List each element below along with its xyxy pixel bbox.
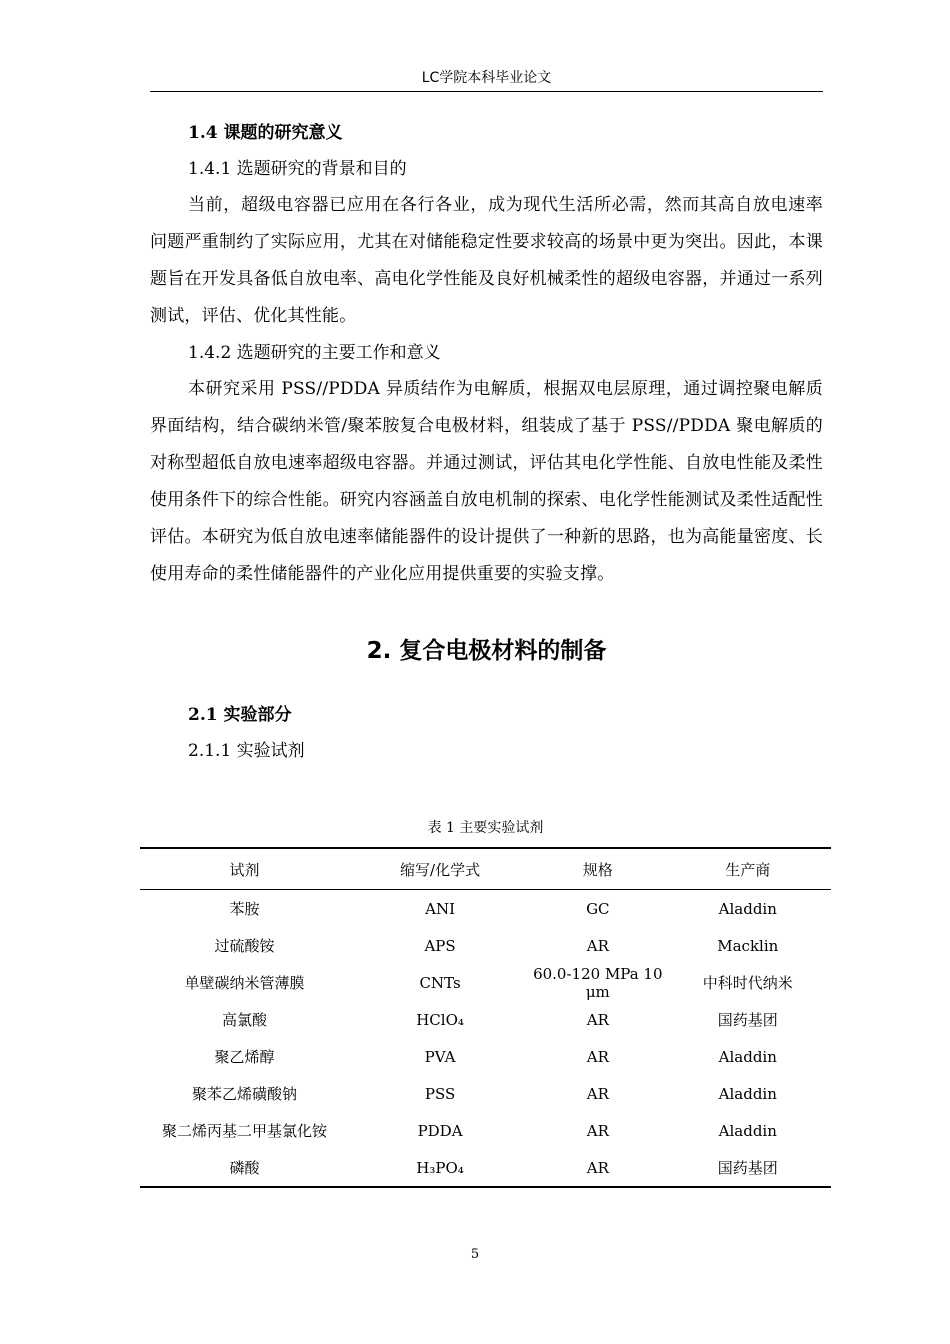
table-row <box>140 890 831 928</box>
cell-maker: Aladdin <box>718 1047 777 1066</box>
table-row <box>140 1149 831 1187</box>
cell-formula: PSS <box>424 1084 456 1103</box>
header-spec: 规格 <box>531 848 665 890</box>
header-maker: 生产商 <box>665 848 831 890</box>
cell-formula: PDDA <box>417 1121 463 1140</box>
cell-maker: Aladdin <box>718 1084 777 1103</box>
cell-formula: APS <box>424 936 456 955</box>
cell-formula: ANI <box>425 899 455 918</box>
section-1-4-2-paragraph: 本研究采用 PSS//PDDA 异质结作为电解质，根据双电层原理，通过调控聚电解质界面结构，结合碳纳米管/聚苯胺复合电极材料，组装成了基于 PSS//PDDA 聚电解质的对称型超低自放电速率超级电容器。并通过测试，评估其电化学性能、自放电性能及柔性使用条件下的综合性能。研究内容涵盖自放电机制的探索、电化学性能测试及柔性适配性评估。本研究为低自放电速率储能器件的设计提供了一种新的思路，也为高能量密度、长使用寿命的柔性储能器件的产业化应用提供重要的实验支撑。 <box>150 379 823 584</box>
cell-spec: GC <box>586 899 610 918</box>
header-formula: 缩写/化学式 <box>349 848 531 890</box>
header-reagent: 试剂 <box>140 848 349 890</box>
header-rule <box>150 91 823 92</box>
cell-formula: HClO₄ <box>416 1010 464 1029</box>
cell-formula: PVA <box>424 1047 456 1066</box>
cell-maker: Macklin <box>717 936 779 955</box>
section-1-4-2-heading: 1.4.2 选题研究的主要工作和意义 <box>188 343 441 363</box>
spacer <box>150 593 823 631</box>
cell-reagent: 聚乙烯醇 <box>214 1048 275 1066</box>
table-row <box>140 964 831 1001</box>
chapter-2-heading: 2. 复合电极材料的制备 <box>366 638 607 664</box>
cell-maker: 国药基团 <box>717 1011 778 1029</box>
cell-maker: Aladdin <box>718 899 777 918</box>
cell-spec: AR <box>586 1010 609 1029</box>
table-row <box>140 1001 831 1038</box>
section-2-1-heading: 2.1 实验部分 <box>188 705 292 725</box>
cell-reagent: 过硫酸铵 <box>214 937 275 955</box>
cell-formula: H₃PO₄ <box>349 1149 531 1187</box>
cell-maker: Aladdin <box>718 1121 777 1140</box>
section-1-4-1-heading: 1.4.1 选题研究的背景和目的 <box>188 159 407 179</box>
cell-formula: CNTs <box>419 973 461 992</box>
cell-reagent: 聚苯乙烯磺酸钠 <box>192 1085 298 1103</box>
cell-reagent: 单壁碳纳米管薄膜 <box>184 974 305 992</box>
cell-spec: AR <box>586 936 609 955</box>
cell-maker: 国药基团 <box>665 1149 831 1187</box>
reagents-table <box>140 847 831 1188</box>
cell-spec: AR <box>586 1047 609 1066</box>
cell-reagent: 聚二烯丙基二甲基氯化铵 <box>162 1122 328 1140</box>
cell-spec: AR <box>586 1084 609 1103</box>
cell-spec: AR <box>586 1121 609 1140</box>
table-row <box>140 1112 831 1149</box>
spacer <box>150 671 823 697</box>
table-row <box>140 1038 831 1075</box>
table-caption: 表 1 主要实验试剂 <box>427 820 544 836</box>
cell-reagent: 高氯酸 <box>222 1011 268 1029</box>
running-header: LC学院本科毕业论文 <box>421 70 552 86</box>
section-2-1-1-heading: 2.1.1 实验试剂 <box>188 741 305 761</box>
page-number: 5 <box>470 1247 480 1262</box>
cell-reagent: 磷酸 <box>140 1149 349 1187</box>
cell-spec: 60.0-120 MPa 10 μm <box>533 964 663 1001</box>
table-row <box>140 1075 831 1112</box>
body-text <box>150 115 823 769</box>
section-1-4-heading: 1.4 课题的研究意义 <box>188 123 343 143</box>
table-header-row <box>140 848 831 890</box>
section-1-4-1-paragraph: 当前，超级电容器已应用在各行各业，成为现代生活所必需，然而其高自放电速率问题严重制约了实际应用，尤其在对储能稳定性要求较高的场景中更为突出。因此，本课题旨在开发具备低自放电率、高电化学性能及良好机械柔性的超级电容器，并通过一系列测试，评估、优化其性能。 <box>150 195 823 326</box>
cell-maker: 中科时代纳米 <box>702 974 793 992</box>
table-row <box>140 927 831 964</box>
cell-spec: AR <box>531 1149 665 1187</box>
cell-reagent: 苯胺 <box>229 900 260 918</box>
